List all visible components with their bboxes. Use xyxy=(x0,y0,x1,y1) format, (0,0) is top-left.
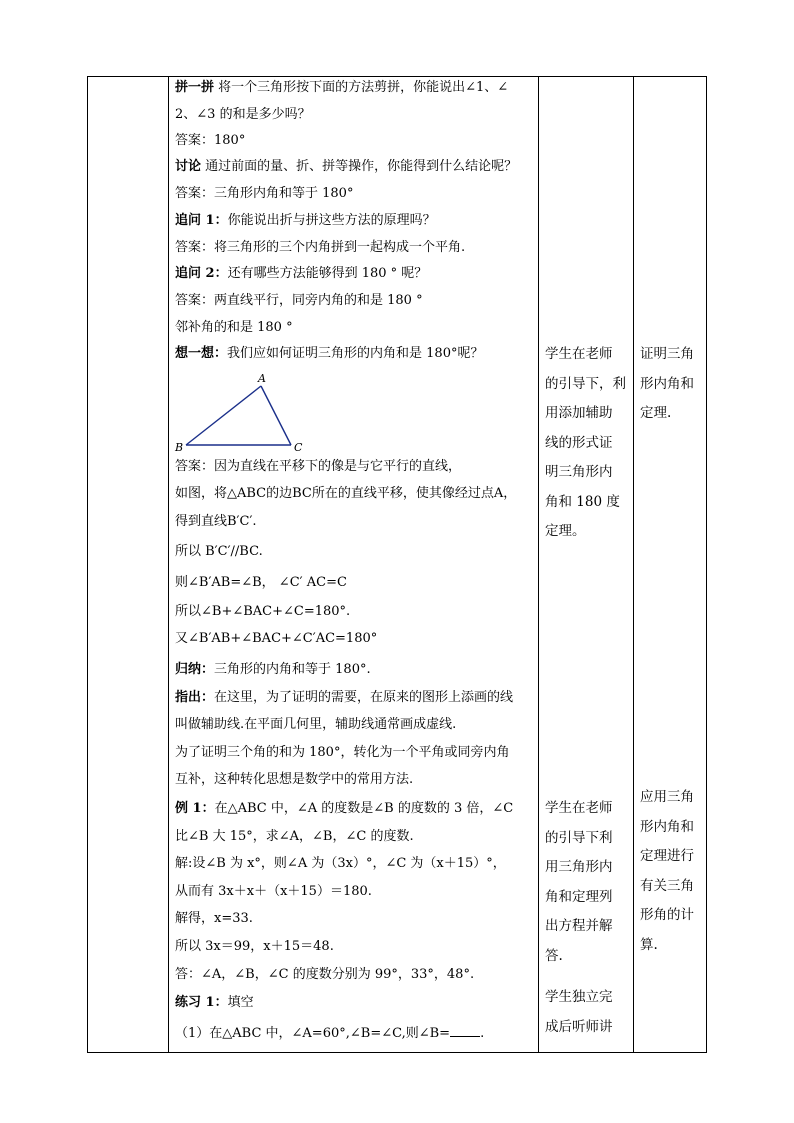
section-label: 归纳： xyxy=(175,662,215,677)
content-text: 所以 3x＝99，x＋15＝48. xyxy=(175,939,334,954)
content-text: 三角形的内角和等于 180°. xyxy=(214,662,371,677)
content-text: 为了证明三个角的和为 180°，转化为一个平角或同旁内角 xyxy=(175,745,510,760)
content-text: 答案：180° xyxy=(175,133,246,148)
side-ab xyxy=(186,386,261,445)
content-text: 在这里，为了证明的需要，在原来的图形上添画的线 xyxy=(214,690,514,705)
side-text-line: 证明三角 xyxy=(640,346,694,362)
content-text: 还有哪些方法能够得到 180 ° 呢？ xyxy=(227,266,428,281)
answer-blank xyxy=(450,1024,480,1037)
lesson-table xyxy=(87,76,707,1053)
side-text-line: 的引导下，利 xyxy=(545,375,626,392)
side-text-line: 的引导下利 xyxy=(545,829,613,846)
content-line xyxy=(175,630,377,648)
vertex-b-label: B xyxy=(175,441,184,454)
content-text: 填空 xyxy=(227,995,254,1010)
content-line xyxy=(175,800,513,818)
content-line xyxy=(175,513,257,531)
side-text-line: 形内角和 xyxy=(640,818,694,835)
content-text: 邻补角的和是 180 ° xyxy=(175,320,293,335)
content-text: 答案：三角形内角和等于 180° xyxy=(175,186,354,201)
section-label: 指出： xyxy=(175,690,215,705)
content-text: 得到直线B′C′. xyxy=(175,514,257,529)
side-text-line: 定理。 xyxy=(545,523,586,539)
side-text-line: 形角的计 xyxy=(640,907,694,923)
content-text: 又∠B′AB+∠BAC+∠C′AC=180° xyxy=(175,631,378,646)
content-text: 答案：将三角形的三个内角拼到一起构成一个平角. xyxy=(175,240,466,255)
content-text: 如图，将△ABC的边BC所在的直线平移，使其像经过点A， xyxy=(175,486,517,501)
content-text: 在△ABC 中，∠A 的度数是∠B 的度数的 3 倍，∠C xyxy=(214,801,514,816)
side-text-line: 用三角形内 xyxy=(545,859,613,875)
side-text-line: 定理. xyxy=(640,405,672,421)
section-label: 例 1： xyxy=(175,801,215,816)
content-text: 比∠B 大 15°，求∠A，∠B，∠C 的度数. xyxy=(175,829,414,844)
side-text-line: 学生独立完 xyxy=(545,989,613,1005)
content-line xyxy=(175,883,372,901)
content-line xyxy=(175,345,483,363)
side-text-line: 学生在老师 xyxy=(545,346,613,362)
content-line xyxy=(175,771,413,789)
side-text-line: 有关三角 xyxy=(640,877,694,894)
content-text: 解得，x=33. xyxy=(175,911,253,926)
side-ac xyxy=(261,386,291,445)
section-label: 想一想： xyxy=(175,346,228,361)
content-line xyxy=(175,855,506,873)
content-text: 答案：因为直线在平移下的像是与它平行的直线， xyxy=(175,459,462,474)
side-text-line: 成后听师讲 xyxy=(545,1018,613,1035)
section-label: 追问 1： xyxy=(175,213,228,228)
content-text: 我们应如何证明三角形的内角和是 180°呢？ xyxy=(227,346,484,361)
content-text: 你能说出折与拼这些方法的原理吗？ xyxy=(227,213,436,228)
content-line xyxy=(175,689,513,707)
content-line xyxy=(175,319,293,337)
side-text-line: 角和 180 度 xyxy=(545,493,620,510)
side-text-line: 应用三角 xyxy=(640,789,694,805)
section-label: 追问 2： xyxy=(175,266,228,281)
content-text: 2、∠3 的和是多少吗？ xyxy=(175,107,311,122)
section-label: 拼一拼 xyxy=(175,80,215,95)
content-line xyxy=(175,458,461,476)
side-text-line: 定理进行 xyxy=(640,848,694,864)
content-text: 答：∠A，∠B，∠C 的度数分别为 99°，33°，48°. xyxy=(175,967,475,982)
side-text-block xyxy=(545,983,613,1042)
content-line xyxy=(175,994,254,1012)
section-label: 练习 1： xyxy=(175,995,228,1010)
side-text-line: 形内角和 xyxy=(640,375,694,392)
content-line xyxy=(175,910,253,928)
side-text-line: 明三角形内 xyxy=(545,464,613,480)
content-text: 解:设∠B 为 x°，则∠A 为（3x）°，∠C 为（x＋15）°， xyxy=(175,856,506,871)
column-divider xyxy=(168,77,169,1052)
teaching-content-column xyxy=(172,77,538,1052)
content-line xyxy=(175,212,436,230)
content-line xyxy=(175,603,350,621)
side-text-line: 学生在老师 xyxy=(545,800,613,816)
content-line xyxy=(175,239,465,257)
content-text: 叫做辅助线.在平面几何里，辅助线通常画成虚线. xyxy=(175,717,457,732)
content-line xyxy=(175,265,427,283)
content-text: 将一个三角形按下面的方法剪拼，你能说出∠1、∠ xyxy=(214,80,509,95)
content-text: 所以∠B+∠BAC+∠C=180°. xyxy=(175,604,351,619)
vertex-c-label: C xyxy=(294,441,303,454)
content-line xyxy=(175,158,517,176)
side-text-line: 算. xyxy=(640,936,658,953)
content-line xyxy=(175,1024,484,1043)
side-text-line: 用添加辅助 xyxy=(545,405,613,421)
content-line xyxy=(175,966,474,984)
content-text: 答案：两直线平行，同旁内角的和是 180 ° xyxy=(175,293,423,308)
content-line xyxy=(175,79,508,97)
content-text: 所以 B′C′//BC. xyxy=(175,544,263,559)
section-label: 讨论 xyxy=(175,159,202,174)
content-text: 从而有 3x＋x＋（x＋15）＝180. xyxy=(175,884,372,899)
side-text-line: 出方程并解 xyxy=(545,918,613,934)
content-line xyxy=(175,543,263,561)
content-line xyxy=(175,574,347,592)
content-line xyxy=(175,828,414,846)
content-line xyxy=(175,661,371,679)
side-text-line: 角和定理列 xyxy=(545,888,613,905)
content-line xyxy=(175,485,516,503)
vertex-a-label: A xyxy=(258,372,266,385)
content-line xyxy=(175,744,509,762)
content-text: 则∠B′AB=∠B， ∠C′ AC=C xyxy=(175,575,347,590)
content-line xyxy=(175,716,456,734)
content-line xyxy=(175,292,423,310)
side-text-block xyxy=(640,783,694,960)
content-line xyxy=(175,132,245,150)
content-line xyxy=(175,185,353,203)
column-divider xyxy=(633,77,634,1052)
period-mark: . xyxy=(480,1026,485,1041)
triangle-figure xyxy=(172,371,312,455)
side-text-block xyxy=(640,340,694,429)
side-text-block xyxy=(545,794,613,971)
side-text-line: 答. xyxy=(545,947,563,964)
content-line xyxy=(175,938,334,956)
side-text-block xyxy=(545,340,626,547)
content-text: 互补，这种转化思想是数学中的常用方法. xyxy=(175,772,414,787)
side-text-line: 线的形式证 xyxy=(545,434,613,451)
content-line xyxy=(175,106,311,124)
content-text: 通过前面的量、折、拼等操作，你能得到什么结论呢？ xyxy=(201,159,518,174)
column-divider xyxy=(538,77,539,1052)
content-text: （1）在△ABC 中，∠A=60°,∠B=∠C,则∠B= xyxy=(175,1026,451,1041)
